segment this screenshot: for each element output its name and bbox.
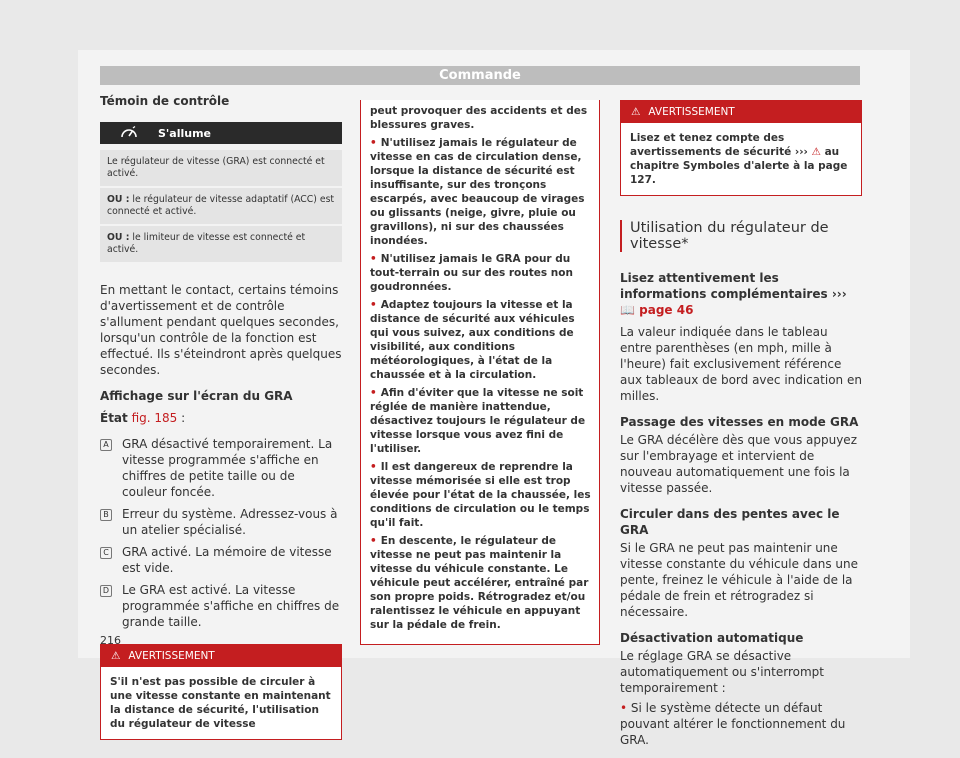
page-header: Commande	[100, 66, 860, 85]
list-item: • Il est dangereux de reprendre la vitesse mémorisée si elle est trop élevée pour l'état de la chaussée, les conditions de circulation ou le temps qu'il fait.	[370, 461, 591, 529]
warning-header: ⚠ AVERTISSEMENT	[621, 101, 861, 123]
display-subheading: Affichage sur l'écran du GRA	[100, 389, 293, 403]
warning-text: S'il n'est pas possible de circuler à une vitesse constante en maintenant la distance de sécurité, l'utilisation du régulateur de vitesse	[110, 676, 331, 730]
section-title: Utilisation du régulateur de vitesse*	[620, 220, 862, 252]
table-row: OU : le limiteur de vitesse est connecté et activé.	[100, 226, 342, 262]
column-3	[620, 100, 862, 758]
list-item: C GRA activé. La mémoire de vitesse est vide.	[100, 544, 342, 576]
book-icon: 📖	[620, 303, 635, 317]
lead-paragraph: Lisez attentivement les informations complémentaires ››› 📖 page 46	[620, 271, 847, 317]
subheading: Passage des vitesses en mode GRA	[620, 415, 859, 429]
list-item: • N'utilisez jamais le GRA pour du tout-terrain ou sur des routes non goudronnées.	[370, 253, 573, 293]
list-item: • Afin d'éviter que la vitesse ne soit réglée de manière inattendue, désactivez toujours le régulateur de vitesse lorsque vous avez fini de l'utiliser.	[370, 387, 586, 455]
figure-link[interactable]: fig. 185	[131, 411, 178, 425]
state-line: État fig. 185 :	[100, 411, 186, 425]
list-item: A GRA désactivé temporairement. La vitesse programmée s'affiche en chiffres de petite taille ou de couleur foncée.	[100, 436, 342, 500]
warning-triangle-icon: ⚠	[631, 106, 641, 118]
intro-paragraph: En mettant le contact, certains témoins d'avertissement et de contrôle s'allument pendant quelques secondes, lorsqu'un contrôle de la fonction est effectué. Ils s'éteindront après quelques secondes.	[100, 283, 342, 377]
indicator-table	[100, 122, 342, 262]
warning-continuation-box	[360, 100, 600, 645]
speedometer-icon	[100, 125, 158, 142]
list-item: B Erreur du système. Adressez-vous à un atelier spécialisé.	[100, 506, 342, 538]
page-link[interactable]: page 46	[639, 303, 694, 317]
subheading: Désactivation automatique	[620, 631, 804, 645]
page-number: 216	[100, 634, 121, 647]
paragraph: Le réglage GRA se désactive automatiquement ou s'interrompt temporairement :	[620, 649, 824, 695]
warning-text: Lisez et tenez compte des avertissements de sécurité ››› ⚠ au chapitre Symboles d'alerte à la page 127.	[630, 132, 848, 186]
table-row: OU : le régulateur de vitesse adaptatif (ACC) est connecté et activé.	[100, 188, 342, 224]
column-2	[360, 100, 600, 645]
warning-box	[100, 644, 342, 740]
indicator-heading: Témoin de contrôle	[100, 94, 230, 108]
warning-header: ⚠ AVERTISSEMENT	[101, 645, 341, 667]
list-item: D Le GRA est activé. La vitesse programmée s'affiche en chiffres de grande taille.	[100, 582, 342, 630]
indicator-table-header-label: S'allume	[158, 126, 212, 140]
warning-intro: peut provoquer des accidents et des blessures graves.	[370, 105, 588, 131]
badge-a: A	[100, 439, 112, 451]
paragraph: Le GRA décélère dès que vous appuyez sur l'embrayage et intervient de nouveau automatiquement une fois la vitesse passée.	[620, 433, 857, 495]
list-item: • N'utilisez jamais le régulateur de vitesse en cas de circulation dense, lorsque la distance de sécurité est insuffisante, sur des tronçons escarpés, avec beaucoup de virages ou glissants (neige, givre, pluie ou gravillons), ni sur des chaussées inondées.	[370, 137, 585, 247]
warning-continuation	[361, 100, 599, 644]
badge-b: B	[100, 509, 112, 521]
subheading: Circuler dans des pentes avec le GRA	[620, 507, 840, 537]
column-1	[100, 94, 342, 740]
table-row: Le régulateur de vitesse (GRA) est connecté et activé.	[100, 150, 342, 186]
badge-c: C	[100, 547, 112, 559]
warning-triangle-icon: ⚠	[811, 146, 821, 158]
badge-d: D	[100, 585, 112, 597]
warning-box	[620, 100, 862, 196]
paragraph: Si le GRA ne peut pas maintenir une vitesse constante du véhicule dans une pente, freinez le véhicule à l'aide de la pédale de frein et rétrogradez si nécessaire.	[620, 541, 859, 619]
paragraph: La valeur indiquée dans le tableau entre parenthèses (en mph, mille à l'heure) fait exclusivement référence aux tableaux de bord avec indication en milles.	[620, 325, 862, 403]
indicator-table-header	[100, 122, 342, 144]
list-item: • En descente, le régulateur de vitesse ne peut pas maintenir la vitesse du véhicule constante. Le véhicule peut accélérer, entraîné par son propre poids. Rétrogradez et/ou ralentissez le véhicule en appuyant sur la pédale de frein.	[370, 535, 589, 631]
list-item: • Adaptez toujours la vitesse et la distance de sécurité aux véhicules qui vous suivez, aux conditions de visibilité, aux conditions météorologiques, à l'état de la chaussée et à la circulation.	[370, 299, 575, 381]
warning-triangle-icon: ⚠	[111, 650, 121, 662]
list-item: • Si le système détecte un défaut pouvant altérer le fonctionnement du GRA.	[620, 701, 846, 747]
